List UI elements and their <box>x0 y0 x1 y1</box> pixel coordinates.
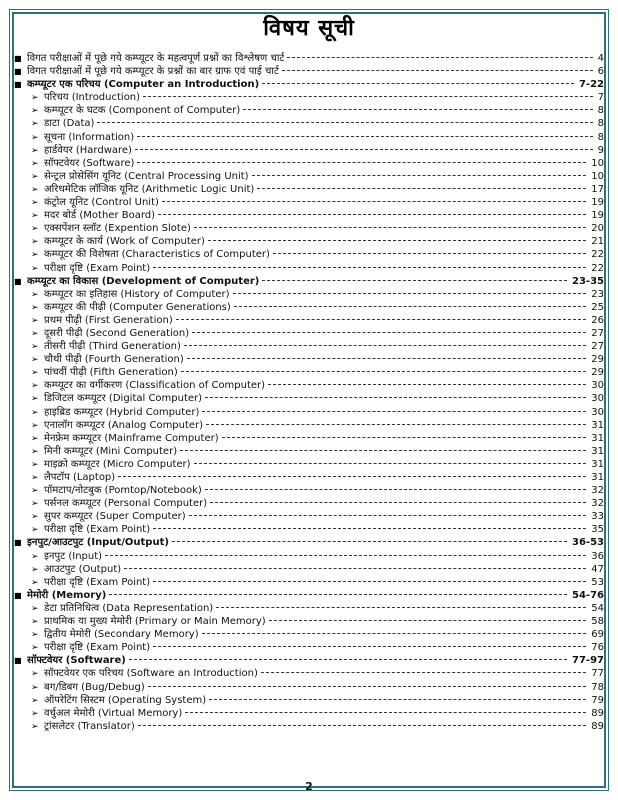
arrow-bullet-icon: ➢ <box>31 328 39 339</box>
toc-entry <box>14 131 604 144</box>
toc-entry <box>14 602 604 615</box>
dotted-leader <box>97 122 592 123</box>
square-bullet-icon: ■ <box>14 67 22 77</box>
arrow-bullet-icon: ➢ <box>31 355 39 366</box>
dotted-leader <box>124 568 586 569</box>
toc-entry-label: प्राथमिक या मुख्य मेमोरी (Primary or Main Memory) <box>44 616 266 628</box>
toc-entry-page: 19 <box>591 210 604 222</box>
toc-entry-page: 8 <box>597 105 604 117</box>
toc-entry <box>14 222 604 235</box>
toc-entry <box>14 576 604 589</box>
toc-entry-page: 25 <box>591 301 604 313</box>
toc-entry-page: 54-76 <box>572 589 604 601</box>
toc-entry-page: 6 <box>597 66 604 78</box>
toc-entry-label: हार्डवेयर (Hardware) <box>44 144 132 156</box>
dotted-leader <box>118 476 586 477</box>
toc-entry-label: माइक्रो कम्प्यूटर (Micro Computer) <box>44 458 191 470</box>
dotted-leader <box>153 267 586 268</box>
toc-entry <box>14 183 604 196</box>
toc-entry <box>14 379 604 392</box>
toc-entry <box>14 117 604 130</box>
toc-entry-label: ऑपरेटिंग सिस्टम (Operating System) <box>44 694 207 706</box>
toc-entry-label: दूसरी पीढ़ी (Second Generation) <box>44 327 190 339</box>
toc-entry-page: 22 <box>591 249 604 261</box>
dotted-leader <box>162 201 586 202</box>
dotted-leader <box>257 188 586 189</box>
dotted-leader <box>252 175 587 176</box>
toc-entry <box>14 248 604 261</box>
toc-entry <box>14 366 604 379</box>
toc-entry <box>14 235 604 248</box>
toc-entry-page: 77-97 <box>572 655 604 667</box>
toc-entry <box>14 523 604 536</box>
arrow-bullet-icon: ➢ <box>31 459 39 470</box>
toc-entry-page: 76 <box>591 642 604 654</box>
toc-entry <box>14 445 604 458</box>
arrow-bullet-icon: ➢ <box>31 106 39 117</box>
toc-entry <box>14 641 604 654</box>
toc-entry <box>14 91 604 104</box>
dotted-leader <box>184 345 586 346</box>
dotted-leader <box>129 659 567 660</box>
toc-entry <box>14 288 604 301</box>
toc-entry-label: इनपुट/आउटपुट (Input/Output) <box>27 537 169 549</box>
dotted-leader <box>261 672 586 673</box>
toc-entry-page: 30 <box>591 380 604 392</box>
toc-entry-label: कम्प्यूटर एक परिचय (Computer an Introduction) <box>27 79 260 91</box>
toc-entry-page: 22 <box>591 262 604 274</box>
toc-entry-label: परिचय (Introduction) <box>44 92 141 104</box>
toc-entry-label: परीक्षा दृष्टि (Exam Point) <box>44 524 151 536</box>
dotted-leader <box>148 686 586 687</box>
toc-entry-label: कम्प्यूटर की पीढ़ी (Computer Generations) <box>44 301 231 313</box>
toc-entry-page: 26 <box>591 314 604 326</box>
toc-entry-label: मिनी कम्प्यूटर (Mini Computer) <box>44 445 178 457</box>
toc-entry-page: 58 <box>591 616 604 628</box>
toc-entry <box>14 667 604 680</box>
toc-entry <box>14 536 604 549</box>
toc-entry-label: कंट्रोल यूनिट (Control Unit) <box>44 197 159 209</box>
toc-entry-label: मेमोरी (Memory) <box>27 589 107 601</box>
dotted-leader <box>222 437 587 438</box>
toc-entry <box>14 707 604 720</box>
toc-entry-label: परीक्षा दृष्टि (Exam Point) <box>44 642 151 654</box>
toc-entry-page: 19 <box>591 197 604 209</box>
toc-entry <box>14 209 604 222</box>
dotted-leader <box>138 725 587 726</box>
toc-entry-label: चौथी पीढ़ी (Fourth Generation) <box>44 354 184 366</box>
toc-entry-page: 54 <box>591 602 604 614</box>
toc-entry-label: डिजिटल कम्प्यूटर (Digital Computer) <box>44 393 203 405</box>
toc-entry <box>14 497 604 510</box>
toc-entry-label: एनालॉग कम्प्यूटर (Analog Computer) <box>44 419 204 431</box>
dotted-leader <box>206 424 586 425</box>
toc-entry <box>14 392 604 405</box>
square-bullet-icon: ■ <box>14 276 22 286</box>
toc-entry-label: सॉफ्टवेयर (Software) <box>27 655 126 667</box>
toc-entry-label: अरिथमेटिक लॉजिक यूनिट (Arithmetic Logic Unit) <box>44 183 255 195</box>
toc-entry-label: डेटा प्रतिनिधित्व (Data Representation) <box>44 602 214 614</box>
dotted-leader <box>194 463 587 464</box>
toc-entry-label: पर्सनल कम्प्यूटर (Personal Computer) <box>44 498 208 510</box>
arrow-bullet-icon: ➢ <box>31 577 39 588</box>
dotted-leader <box>105 555 586 556</box>
dotted-leader <box>233 293 587 294</box>
page-content <box>14 8 604 794</box>
toc-entry <box>14 484 604 497</box>
toc-entry-page: 23-35 <box>572 275 604 287</box>
toc-entry-label: कम्प्यूटर के घटक (Component of Computer) <box>44 105 241 117</box>
toc-entry <box>14 628 604 641</box>
toc-entry-page: 31 <box>591 458 604 470</box>
arrow-bullet-icon: ➢ <box>31 682 39 693</box>
dotted-leader <box>153 528 586 529</box>
toc-entry-page: 29 <box>591 354 604 366</box>
toc-entry-label: सॉफ्टवेयर (Software) <box>44 157 135 169</box>
arrow-bullet-icon: ➢ <box>31 224 39 235</box>
arrow-bullet-icon: ➢ <box>31 315 39 326</box>
toc-entry-page: 9 <box>597 144 604 156</box>
dotted-leader <box>194 227 586 228</box>
arrow-bullet-icon: ➢ <box>31 132 39 143</box>
toc-entry <box>14 196 604 209</box>
arrow-bullet-icon: ➢ <box>31 669 39 680</box>
arrow-bullet-icon: ➢ <box>31 708 39 719</box>
toc-entry-page: 21 <box>591 236 604 248</box>
dotted-leader <box>192 332 586 333</box>
toc-entry <box>14 406 604 419</box>
toc-entry-label: इनपुट (Input) <box>44 550 103 562</box>
arrow-bullet-icon: ➢ <box>31 486 39 497</box>
arrow-bullet-icon: ➢ <box>31 551 39 562</box>
dotted-leader <box>135 149 593 150</box>
dotted-leader <box>189 515 587 516</box>
toc-entry <box>14 654 604 667</box>
toc-entry-page: 31 <box>591 419 604 431</box>
dotted-leader <box>180 450 586 451</box>
toc-entry-page: 23 <box>591 288 604 300</box>
arrow-bullet-icon: ➢ <box>31 512 39 523</box>
arrow-bullet-icon: ➢ <box>31 368 39 379</box>
toc-entry-label: सेन्ट्रल प्रोसेसिंग यूनिट (Central Processing Unit) <box>44 170 249 182</box>
toc-entry-label: मेनफ्रेम कम्प्यूटर (Mainframe Computer) <box>44 432 219 444</box>
toc-entry-label: तीसरी पीढ़ी (Third Generation) <box>44 341 181 353</box>
toc-entry <box>14 419 604 432</box>
toc-entry-page: 36-53 <box>572 537 604 549</box>
arrow-bullet-icon: ➢ <box>31 289 39 300</box>
arrow-bullet-icon: ➢ <box>31 617 39 628</box>
arrow-bullet-icon: ➢ <box>31 407 39 418</box>
dotted-leader <box>210 502 586 503</box>
toc-entry-page: 30 <box>591 393 604 405</box>
toc-entry <box>14 327 604 340</box>
dotted-leader <box>137 136 593 137</box>
toc-entry-page: 10 <box>591 170 604 182</box>
arrow-bullet-icon: ➢ <box>31 184 39 195</box>
dotted-leader <box>208 240 586 241</box>
dotted-leader <box>181 371 586 372</box>
arrow-bullet-icon: ➢ <box>31 198 39 209</box>
toc-entry <box>14 458 604 471</box>
toc-entry <box>14 589 604 602</box>
dotted-leader <box>109 594 567 595</box>
dotted-leader <box>262 280 567 281</box>
dotted-leader <box>282 70 593 71</box>
arrow-bullet-icon: ➢ <box>31 564 39 575</box>
dotted-leader <box>137 162 586 163</box>
square-bullet-icon: ■ <box>14 590 22 600</box>
square-bullet-icon: ■ <box>14 80 22 90</box>
toc-entry-label: विगत परीक्षाओं में पूछे गये कम्प्यूटर के प्रश्नों का बार ग्राफ एवं पाई चार्ट <box>27 66 279 78</box>
toc-entry <box>14 550 604 563</box>
toc-entry-label: प्रथम पीढ़ी (First Generation) <box>44 314 173 326</box>
toc-entry-label: पांचवीं पीढ़ी (Fifth Generation) <box>44 367 178 379</box>
arrow-bullet-icon: ➢ <box>31 420 39 431</box>
arrow-bullet-icon: ➢ <box>31 171 39 182</box>
toc-entry <box>14 262 604 275</box>
arrow-bullet-icon: ➢ <box>31 145 39 156</box>
toc-entry <box>14 65 604 78</box>
toc-entry-label: कम्प्यूटर का वर्गीकरण (Classification of Computer) <box>44 380 266 392</box>
toc-entry-label: एक्सपेंशन स्लॉट (Expention Slote) <box>44 223 191 235</box>
arrow-bullet-icon: ➢ <box>31 250 39 261</box>
toc-entry <box>14 694 604 707</box>
arrow-bullet-icon: ➢ <box>31 721 39 732</box>
toc-entry-page: 79 <box>591 694 604 706</box>
toc-entry-label: सूचना (Information) <box>44 131 135 143</box>
toc-entry <box>14 170 604 183</box>
toc-entry <box>14 340 604 353</box>
toc-entry-page: 4 <box>597 53 604 64</box>
toc-entry-label: हाइब्रिड कम्प्यूटर (Hybrid Computer) <box>44 406 200 418</box>
toc-entry-page: 35 <box>591 524 604 536</box>
toc-entry <box>14 52 604 65</box>
toc-entry-page: 17 <box>591 183 604 195</box>
toc-entry-page: 89 <box>591 707 604 719</box>
dotted-leader <box>205 489 586 490</box>
arrow-bullet-icon: ➢ <box>31 302 39 313</box>
arrow-bullet-icon: ➢ <box>31 446 39 457</box>
dotted-leader <box>185 712 586 713</box>
toc-entry-page: 33 <box>591 511 604 523</box>
arrow-bullet-icon: ➢ <box>31 433 39 444</box>
toc-entry-page: 7-22 <box>578 79 604 91</box>
dotted-leader <box>153 646 586 647</box>
dotted-leader <box>205 397 586 398</box>
toc-entry-label: डाटा (Data) <box>44 118 95 130</box>
toc-entry <box>14 432 604 445</box>
toc-entry <box>14 314 604 327</box>
arrow-bullet-icon: ➢ <box>31 525 39 536</box>
toc-entry-page: 27 <box>591 341 604 353</box>
dotted-leader <box>202 633 587 634</box>
arrow-bullet-icon: ➢ <box>31 342 39 353</box>
toc-entry <box>14 353 604 366</box>
square-bullet-icon: ■ <box>14 656 22 666</box>
toc-entry-page: 32 <box>591 485 604 497</box>
toc-entry-label: कम्प्यूटर का इतिहास (History of Computer) <box>44 288 230 300</box>
arrow-bullet-icon: ➢ <box>31 263 39 274</box>
dotted-leader <box>287 57 592 58</box>
page-title: विषय सूची <box>263 16 355 41</box>
arrow-bullet-icon: ➢ <box>31 643 39 654</box>
toc-entry-page: 8 <box>597 118 604 130</box>
dotted-leader <box>234 306 586 307</box>
arrow-bullet-icon: ➢ <box>31 473 39 483</box>
dotted-leader <box>202 411 586 412</box>
toc-entry <box>14 78 604 91</box>
toc-entry-label: मदर बोर्ड (Mother Board) <box>44 210 156 222</box>
toc-entry-page: 69 <box>591 629 604 641</box>
arrow-bullet-icon: ➢ <box>31 158 39 169</box>
square-bullet-icon: ■ <box>14 54 22 63</box>
toc-entry <box>14 471 604 484</box>
toc-entry-page: 10 <box>591 157 604 169</box>
arrow-bullet-icon: ➢ <box>31 603 39 614</box>
dotted-leader <box>273 253 586 254</box>
dotted-leader <box>216 607 586 608</box>
toc-entry-page: 32 <box>591 498 604 510</box>
toc-entry-page: 53 <box>591 576 604 588</box>
toc-entry-page: 77 <box>591 668 604 680</box>
arrow-bullet-icon: ➢ <box>31 695 39 706</box>
toc-entry-label: विगत परीक्षाओं में पूछे गये कम्प्यूटर के महत्वपूर्ण प्रश्नों का विश्लेषण चार्ट <box>27 53 285 64</box>
dotted-leader <box>209 699 586 700</box>
arrow-bullet-icon: ➢ <box>31 211 39 222</box>
toc-entry-label: बग/डिबग (Bug/Debug) <box>44 681 145 693</box>
arrow-bullet-icon: ➢ <box>31 630 39 641</box>
toc-entry-label: सुपर कम्प्यूटर (Super Computer) <box>44 511 186 523</box>
toc-entry-label: सॉफ्टवेयर एक परिचय (Software an Introduction) <box>44 668 258 680</box>
toc-entry <box>14 301 604 314</box>
toc-entry-page: 78 <box>591 681 604 693</box>
toc-entry-label: कम्प्यूटर के कार्य (Work of Computer) <box>44 236 205 248</box>
dotted-leader <box>243 109 592 110</box>
toc-entry <box>14 104 604 117</box>
toc-list <box>14 52 604 777</box>
toc-entry-label: परीक्षा दृष्टि (Exam Point) <box>44 262 151 274</box>
toc-entry-page: 29 <box>591 367 604 379</box>
toc-entry-label: परीक्षा दृष्टि (Exam Point) <box>44 576 151 588</box>
toc-entry-page: 31 <box>591 472 604 483</box>
toc-entry-page: 47 <box>591 563 604 575</box>
toc-entry-label: लैपटॉप (Laptop) <box>44 472 116 483</box>
square-bullet-icon: ■ <box>14 538 22 548</box>
arrow-bullet-icon: ➢ <box>31 381 39 392</box>
dotted-leader <box>262 83 574 84</box>
arrow-bullet-icon: ➢ <box>31 499 39 510</box>
toc-entry-page: 30 <box>591 406 604 418</box>
toc-entry-page: 7 <box>597 92 604 104</box>
dotted-leader <box>269 620 587 621</box>
toc-entry <box>14 157 604 170</box>
toc-entry-label: वर्चुअल मेमोरी (Virtual Memory) <box>44 707 183 719</box>
dotted-leader <box>153 581 586 582</box>
toc-entry-page: 36 <box>591 550 604 562</box>
dotted-leader <box>176 319 587 320</box>
arrow-bullet-icon: ➢ <box>31 119 39 130</box>
dotted-leader <box>143 96 593 97</box>
dotted-leader <box>172 541 567 542</box>
toc-entry <box>14 681 604 694</box>
toc-entry-label: कम्प्यूटर का विकास (Development of Computer) <box>27 275 260 287</box>
toc-entry <box>14 563 604 576</box>
toc-entry <box>14 144 604 157</box>
toc-entry-page: 20 <box>591 223 604 235</box>
toc-entry <box>14 720 604 733</box>
toc-entry-page: 27 <box>591 327 604 339</box>
dotted-leader <box>158 214 586 215</box>
toc-entry <box>14 275 604 288</box>
toc-entry-label: कम्प्यूटर की विशेषता (Characteristics of Computer) <box>44 249 270 261</box>
arrow-bullet-icon: ➢ <box>31 394 39 405</box>
dotted-leader <box>187 358 587 359</box>
dotted-leader <box>268 384 586 385</box>
arrow-bullet-icon: ➢ <box>31 93 39 104</box>
page-number: 2 <box>305 780 313 793</box>
toc-entry-label: ट्रांसलेटर (Translator) <box>44 720 135 732</box>
toc-entry <box>14 510 604 523</box>
toc-entry-label: आउटपुट (Output) <box>44 563 122 575</box>
toc-entry-page: 31 <box>591 445 604 457</box>
toc-entry-label: पॉमटाप/नोटबुक (Pomtop/Notebook) <box>44 485 202 497</box>
toc-entry <box>14 615 604 628</box>
toc-entry-page: 8 <box>597 131 604 143</box>
arrow-bullet-icon: ➢ <box>31 237 39 248</box>
toc-entry-page: 31 <box>591 432 604 444</box>
toc-entry-page: 89 <box>591 720 604 732</box>
toc-entry-label: द्वितीय मेमोरी (Secondary Memory) <box>44 629 199 641</box>
